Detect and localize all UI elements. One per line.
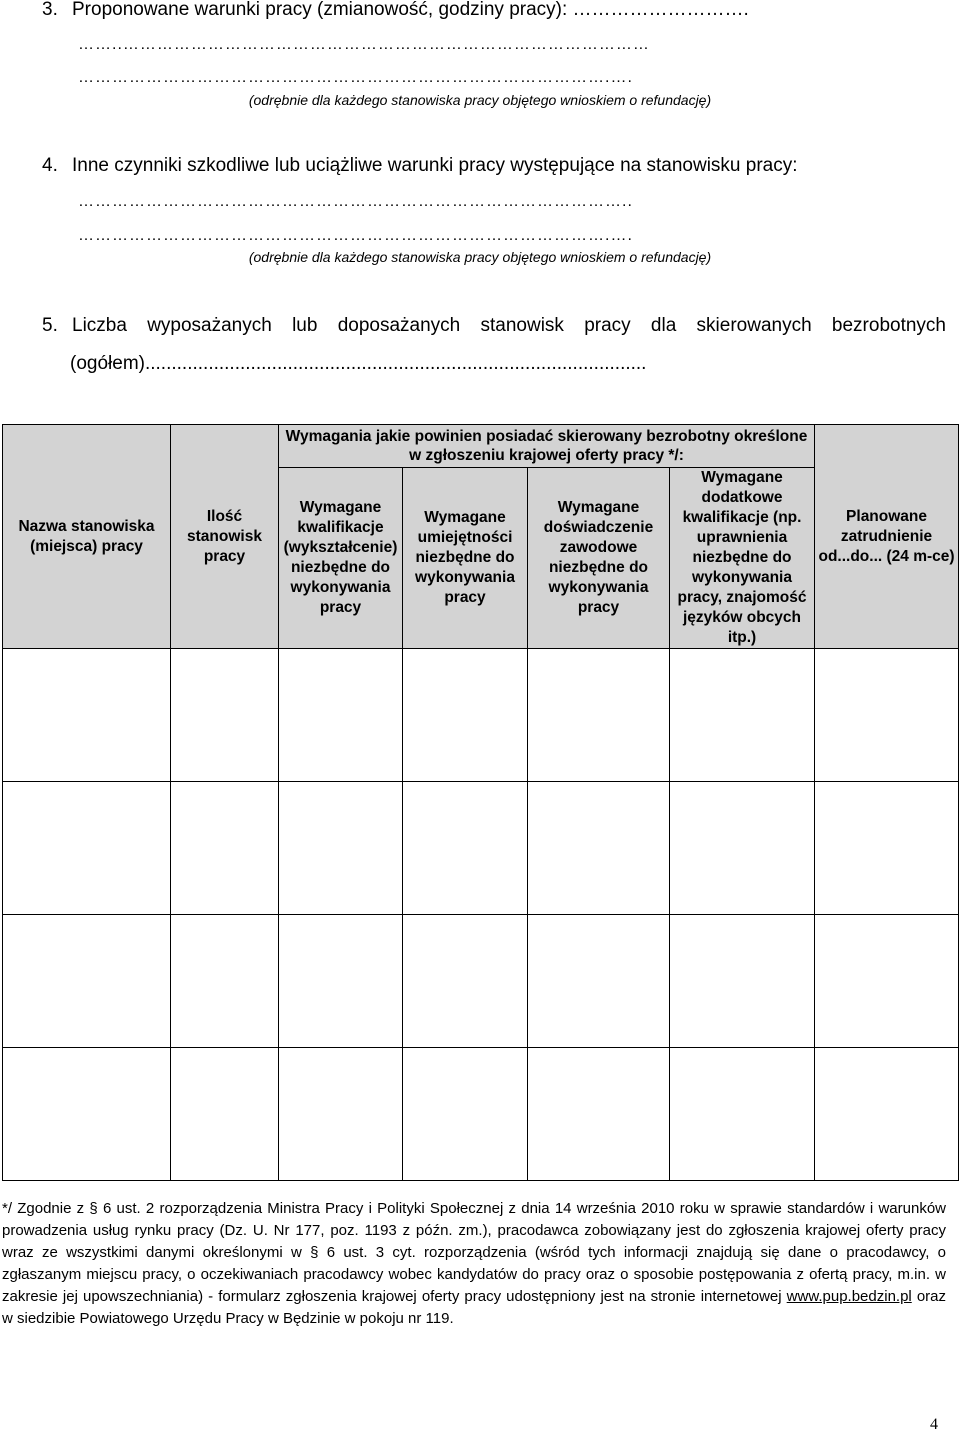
section-3-note: (odrębnie dla każdego stanowiska pracy objętego wnioskiem o refundację) [248, 92, 712, 108]
cell-planned-employment[interactable] [815, 649, 959, 782]
cell-planned-employment[interactable] [815, 1048, 959, 1181]
table-row [3, 782, 959, 915]
footnote [2, 1198, 946, 1330]
cell-skills[interactable] [403, 782, 528, 915]
section-4-dots-line-1: …………………………………………………………………………………….. [78, 193, 633, 210]
cell-job-name[interactable] [3, 1048, 171, 1181]
cell-planned-employment[interactable] [815, 915, 959, 1048]
header-additional-qualifications: Wymagane dodatkowe kwalifikacje (np. uprawnienia niezbędne do wykonywania pracy, znajomość języków obcych itp.) [670, 468, 815, 649]
section-5-number: 5. [42, 315, 58, 336]
cell-additional-qualifications[interactable] [670, 649, 815, 782]
header-experience: Wymagane doświadczenie zawodowe niezbędne do wykonywania pracy [528, 468, 670, 649]
table-row [3, 1048, 959, 1181]
section-5-text: Liczba wyposażanych lub doposażanych stanowisk pracy dla skierowanych bezrobotnych [72, 315, 946, 336]
page-number: 4 [930, 1416, 938, 1433]
section-4-text: Inne czynniki szkodliwe lub uciążliwe warunki pracy występujące na stanowisku pracy: [72, 155, 798, 176]
section-3-text: Proponowane warunki pracy (zmianowość, godziny pracy): ………………………. [72, 0, 749, 20]
header-requirements-group: Wymagania jakie powinien posiadać skierowany bezrobotny określone w zgłoszeniu krajowej oferty pracy */: [279, 425, 815, 468]
cell-job-count[interactable] [171, 1048, 279, 1181]
cell-qualifications[interactable] [279, 915, 403, 1048]
section-4-note: (odrębnie dla każdego stanowiska pracy objętego wnioskiem o refundację) [248, 249, 712, 265]
cell-additional-qualifications[interactable] [670, 915, 815, 1048]
footnote-link[interactable]: www.pup.bedzin.pl [786, 1288, 912, 1305]
cell-qualifications[interactable] [279, 1048, 403, 1181]
section-4-heading [42, 155, 798, 177]
table-row [3, 915, 959, 1048]
section-5-line-2: (ogółem)............................................................................................... [70, 353, 647, 374]
cell-experience[interactable] [528, 1048, 670, 1181]
header-qualifications: Wymagane kwalifikacje (wykształcenie) niezbędne do wykonywania pracy [279, 468, 403, 649]
cell-job-count[interactable] [171, 782, 279, 915]
table-row [3, 649, 959, 782]
footnote-text-end: oraz w siedzibie Powiatowego Urzędu Pracy w Będzinie w pokoju nr 119. [2, 1288, 946, 1327]
cell-skills[interactable] [403, 649, 528, 782]
cell-experience[interactable] [528, 649, 670, 782]
cell-skills[interactable] [403, 1048, 528, 1181]
cell-job-count[interactable] [171, 915, 279, 1048]
requirements-table [2, 424, 959, 1181]
cell-qualifications[interactable] [279, 649, 403, 782]
cell-job-count[interactable] [171, 649, 279, 782]
section-5-line-1 [42, 309, 946, 343]
section-3-dots-line-1: ……..………………………………………………………………………………… [78, 36, 650, 53]
section-3-heading [42, 0, 749, 21]
cell-experience[interactable] [528, 915, 670, 1048]
cell-skills[interactable] [403, 915, 528, 1048]
cell-additional-qualifications[interactable] [670, 782, 815, 915]
header-planned-employment: Planowane zatrudnienie od...do... (24 m-ce) [815, 425, 959, 649]
cell-additional-qualifications[interactable] [670, 1048, 815, 1181]
header-job-name: Nazwa stanowiska (miejsca) pracy [3, 425, 171, 649]
cell-job-name[interactable] [3, 915, 171, 1048]
section-3-number: 3. [42, 0, 58, 20]
section-4-dots-line-2: ………………………………………………………………………………….…. [78, 227, 633, 244]
cell-job-name[interactable] [3, 782, 171, 915]
cell-experience[interactable] [528, 782, 670, 915]
cell-qualifications[interactable] [279, 782, 403, 915]
cell-planned-employment[interactable] [815, 782, 959, 915]
header-job-count: Ilość stanowisk pracy [171, 425, 279, 649]
footnote-text: */ Zgodnie z § 6 ust. 2 rozporządzenia Ministra Pracy i Polityki Społecznej z dnia 14 września 2010 roku w sprawie standardów i warunków prowadzenia usług rynku pracy (Dz. U. Nr 177, poz. 1193 z późn. zm.), pracodawca zobowiązany jest do zgłoszenia krajowej oferty pracy wraz ze wszystkimi danymi określonymi w § 6 ust. 3 cyt. rozporządzenia (wśród tych informacji znajdują się dane o pracodawcy, o zgłaszanym miejscu pracy, o oczekiwaniach pracodawcy wobec kandydatów do pracy oraz o sposobie postępowania z ofertą pracy, m.in. w zakresie jej upowszechniania) - formularz zgłoszenia krajowej oferty pracy udostępniony jest na stronie internetowej [2, 1200, 946, 1305]
section-4-number: 4. [42, 155, 58, 176]
cell-job-name[interactable] [3, 649, 171, 782]
header-skills: Wymagane umiejętności niezbędne do wykonywania pracy [403, 468, 528, 649]
section-3-dots-line-2: ………………………………………………………………………………….…. [78, 69, 633, 86]
